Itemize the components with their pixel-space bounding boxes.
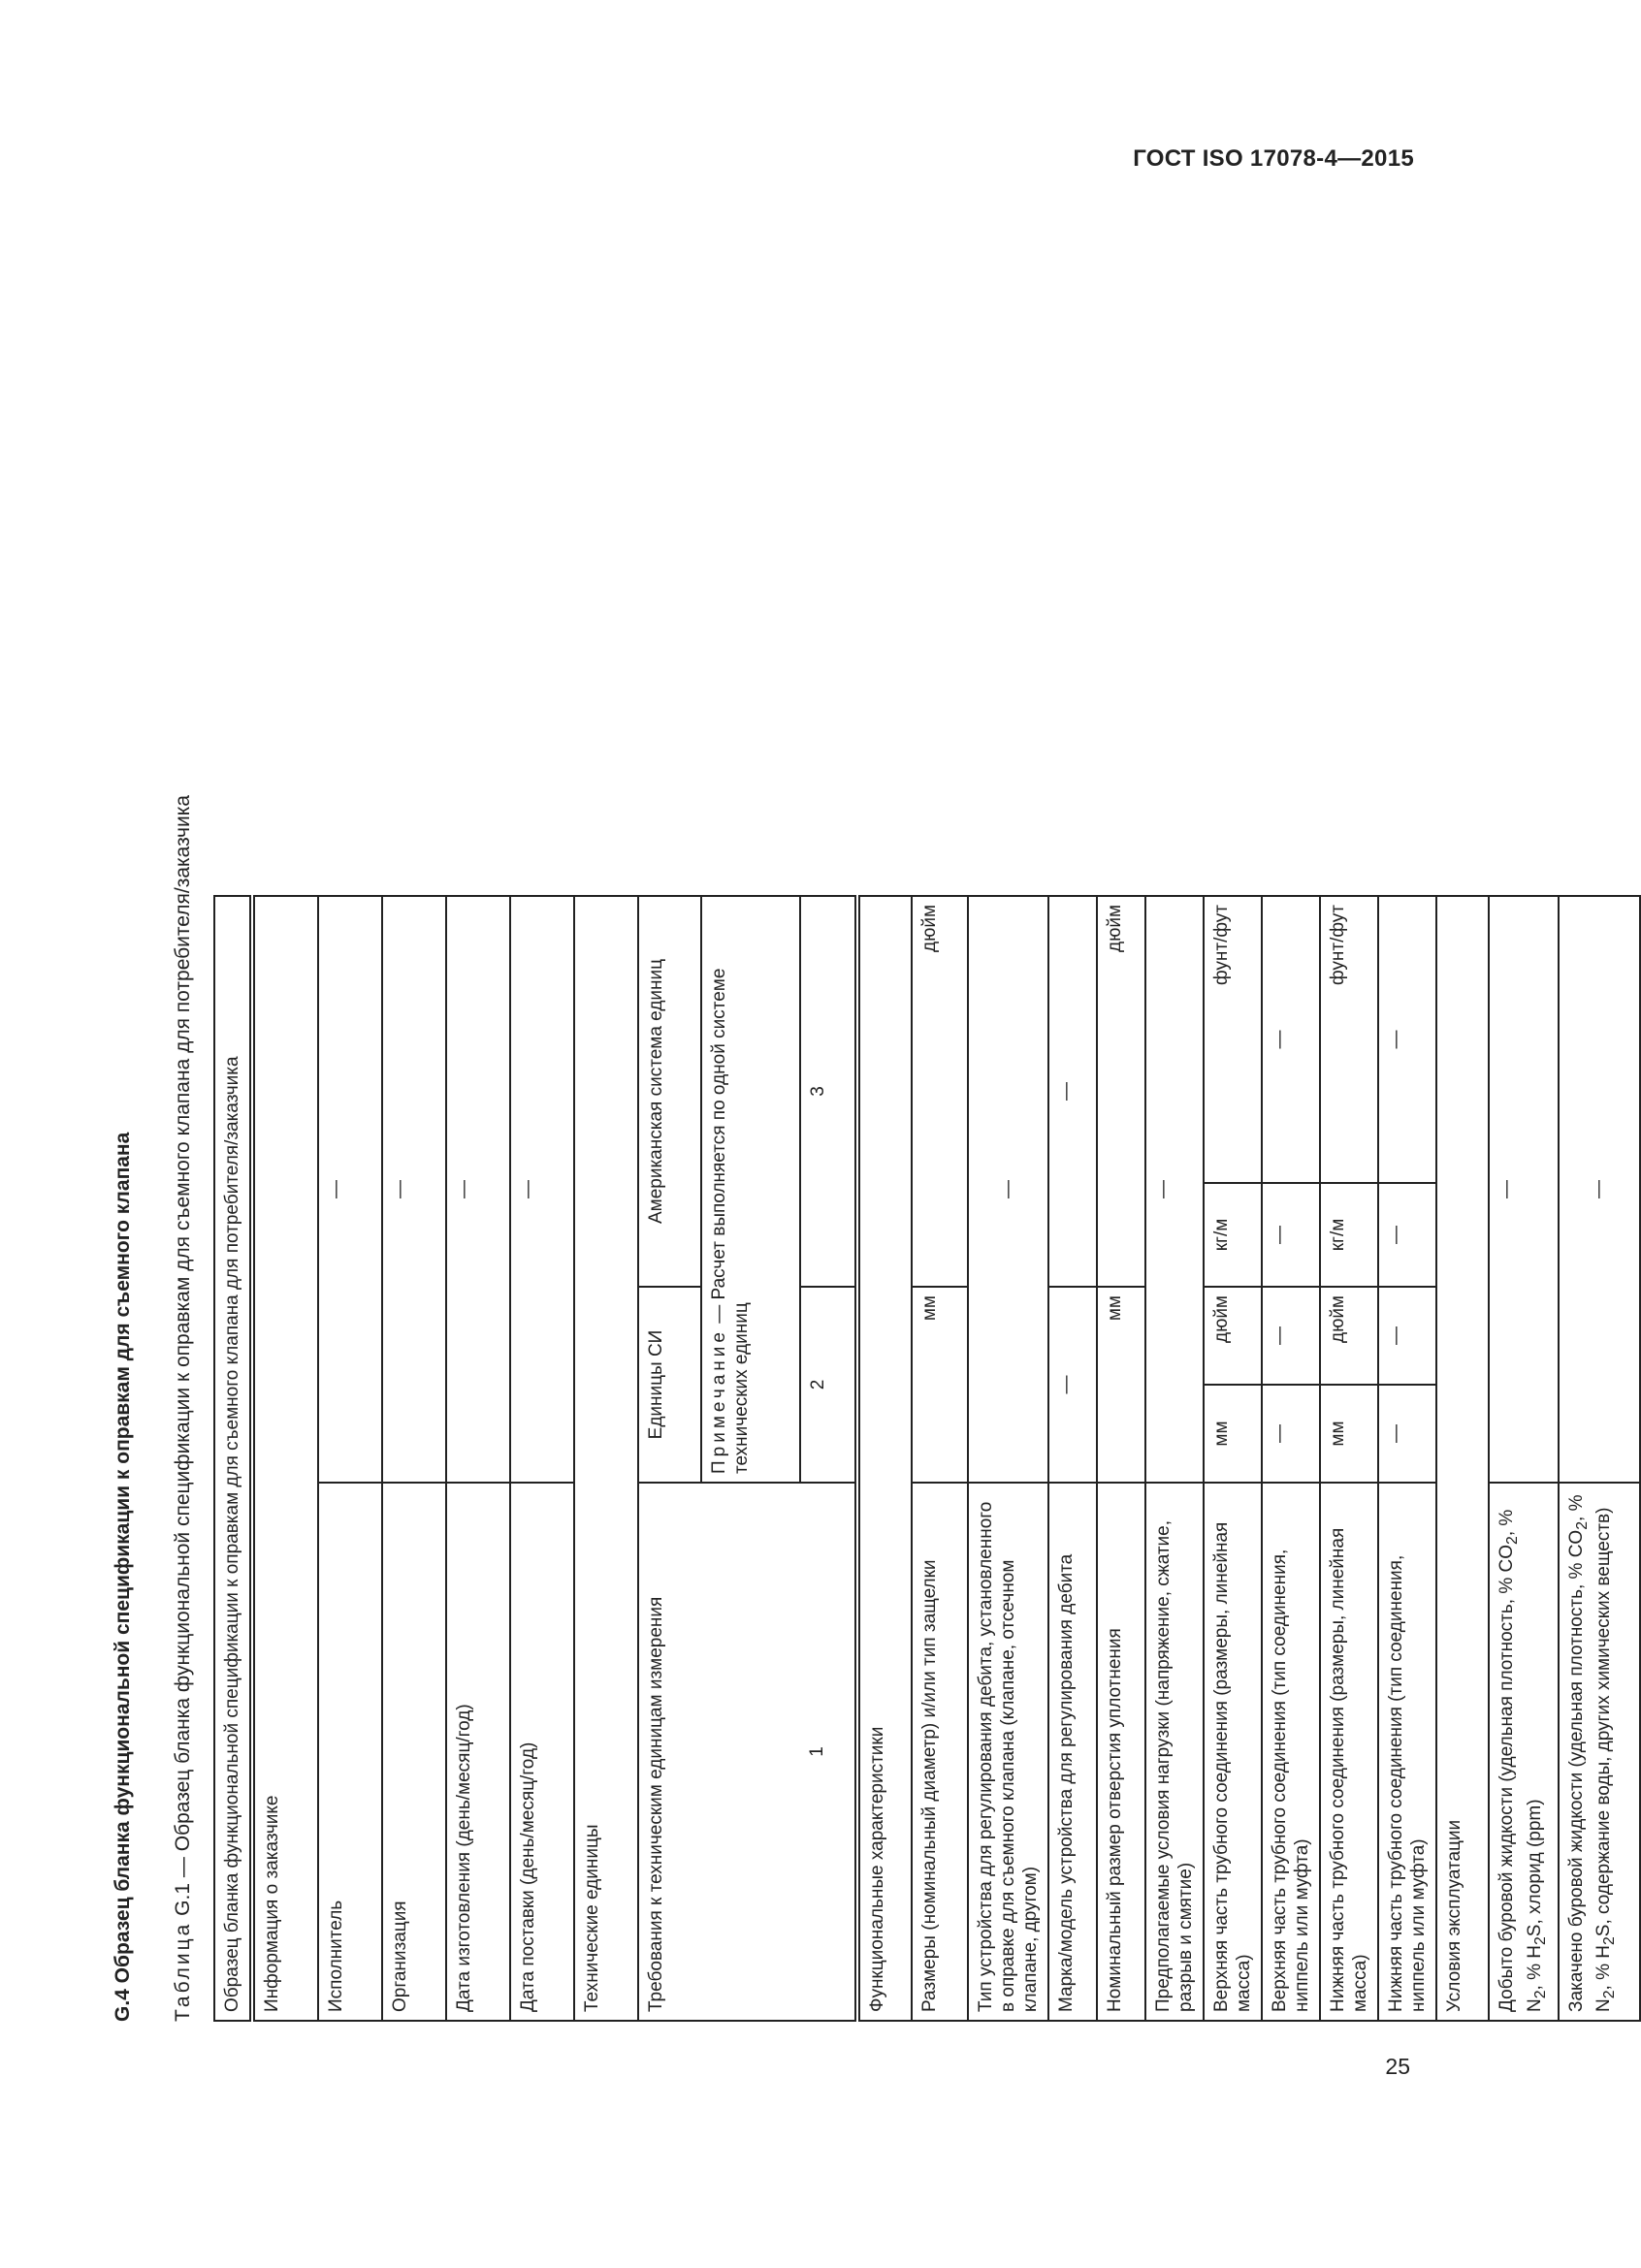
us-value: — [1048,896,1097,1287]
si-value-b: дюйм [1204,1287,1262,1385]
row-label: Марка/модель устройства для регулирования дебита [1048,1483,1097,2021]
column-number: 2 [800,1287,857,1483]
si-value-b: — [1378,1287,1436,1385]
table-row [1559,896,1640,2021]
table-row [800,896,857,2021]
table-row [1262,896,1320,2021]
table-row [968,896,1048,2021]
unit-requirements-label: Требования к техническим единицам измерения [638,1483,701,2021]
customer-info-heading: Информация о заказчике [252,896,318,2021]
row-label: Исполнитель [318,1483,382,2021]
us-value-b: фунт/фут [1320,896,1378,1183]
table-caption-text: G.1 — Образец бланка функциональной спецификации к оправкам для съемного клапана для потребителя/заказчика [172,794,194,1916]
specification-table [213,895,1641,2022]
section-title: G.4 Образец бланка функциональной спецификации к оправкам для съемного клапана [112,1132,134,2022]
row-value: — [510,896,574,1483]
si-value-a: мм [1204,1385,1262,1483]
table-row [446,896,510,2021]
row-value: — [1145,896,1204,1483]
row-value: — [1489,896,1559,1483]
standard-code: ГОСТ ISO 17078-4—2015 [1133,145,1414,172]
us-value-a: — [1378,1183,1436,1287]
table-caption [169,794,198,2022]
empty-cell [701,1483,800,2021]
note-label: Примечание [709,1328,729,1474]
column-number: 1 [800,1483,857,2021]
row-label: Нижняя часть трубного соединения (размеры, линейная масса) [1320,1483,1378,2021]
us-value-b: — [1262,896,1320,1183]
column-number: 3 [800,896,857,1287]
us-units-header: Американская система единиц [638,896,701,1287]
table-row [214,896,252,2021]
row-label: Верхняя часть трубного соединения (размеры, линейная масса) [1204,1483,1262,2021]
si-value-a: мм [1320,1385,1378,1483]
us-value-b: фунт/фут [1204,896,1262,1183]
si-value: — [1048,1287,1097,1483]
row-value: — [1559,896,1640,1483]
table-row [318,896,382,2021]
row-label: Нижняя часть трубного соединения (тип соединения, ниппель или муфта) [1378,1483,1436,2021]
si-value-b: дюйм [1320,1287,1378,1385]
produced-fluid-label: Добыто буровой жидкости (удельная плотность, % $CO_2$, % $N_2$, % $H_2S$, хлорид (ppm) [1489,1483,1559,2021]
row-label: Предполагаемые условия нагрузки (напряжение, сжатие, разрыв и смятие) [1145,1483,1204,2021]
us-value: дюйм [1097,896,1145,1287]
table-row [382,896,446,2021]
si-value-b: — [1262,1287,1320,1385]
row-value: — [446,896,510,1483]
si-units-header: Единицы СИ [638,1287,701,1483]
row-label: Дата поставки (день/месяц/год) [510,1483,574,2021]
table-row [638,896,701,2021]
row-label: Верхняя часть трубного соединения (тип соединения, ниппель или муфта) [1262,1483,1320,2021]
table-row [857,896,912,2021]
tech-units-heading: Технические единицы [574,896,638,2021]
table-row [1145,896,1204,2021]
table-row [701,896,800,2021]
row-value: — [968,896,1048,1483]
table-row [1097,896,1145,2021]
table-row [1204,896,1262,2021]
table-row [1378,896,1436,2021]
si-value-a: — [1262,1385,1320,1483]
us-value-a: кг/м [1204,1183,1262,1287]
row-label: Организация [382,1483,446,2021]
table-caption-prefix: Таблица [172,1921,194,2022]
table-note [701,896,800,1483]
rotated-content [109,794,1619,2022]
table-row [1048,896,1097,2021]
row-label: Дата изготовления (день/месяц/год) [446,1483,510,2021]
si-value: мм [1097,1287,1145,1483]
table-row [1320,896,1378,2021]
us-value-b: — [1378,896,1436,1183]
table-row [574,896,638,2021]
operating-heading: Условия эксплуатации [1436,896,1489,2021]
injected-fluid-label: Закачено буровой жидкости (удельная плотность, % $CO_2$, % $N_2$, % $H_2S$, содержание воды, других химических веществ) [1559,1483,1640,2021]
us-value-a: кг/м [1320,1183,1378,1287]
si-value: мм [912,1287,968,1483]
si-value-a: — [1378,1385,1436,1483]
functional-heading: Функциональные характеристики [857,896,912,2021]
us-value: дюйм [912,896,968,1287]
row-label: Размеры (номинальный диаметр) и/или тип защелки [912,1483,968,2021]
page-number: 25 [1385,2054,1410,2079]
table-row [1489,896,1559,2021]
table-row [1436,896,1489,2021]
row-value: — [318,896,382,1483]
us-value-a: — [1262,1183,1320,1287]
table-row [912,896,968,2021]
table-row [510,896,574,2021]
row-label: Тип устройства для регулирования дебита, установленного в оправке для съемного клапана (клапане, отсечном клапане, другом) [968,1483,1048,2021]
row-label: Номинальный размер отверстия уплотнения [1097,1483,1145,2021]
table-row [252,896,318,2021]
table-title-cell: Образец бланка функциональной спецификации к оправкам для съемного клапана для потребителя/заказчика [214,896,252,2021]
row-value: — [382,896,446,1483]
note-text: — Расчет выполняется по одной системе технических единиц [709,968,752,1474]
